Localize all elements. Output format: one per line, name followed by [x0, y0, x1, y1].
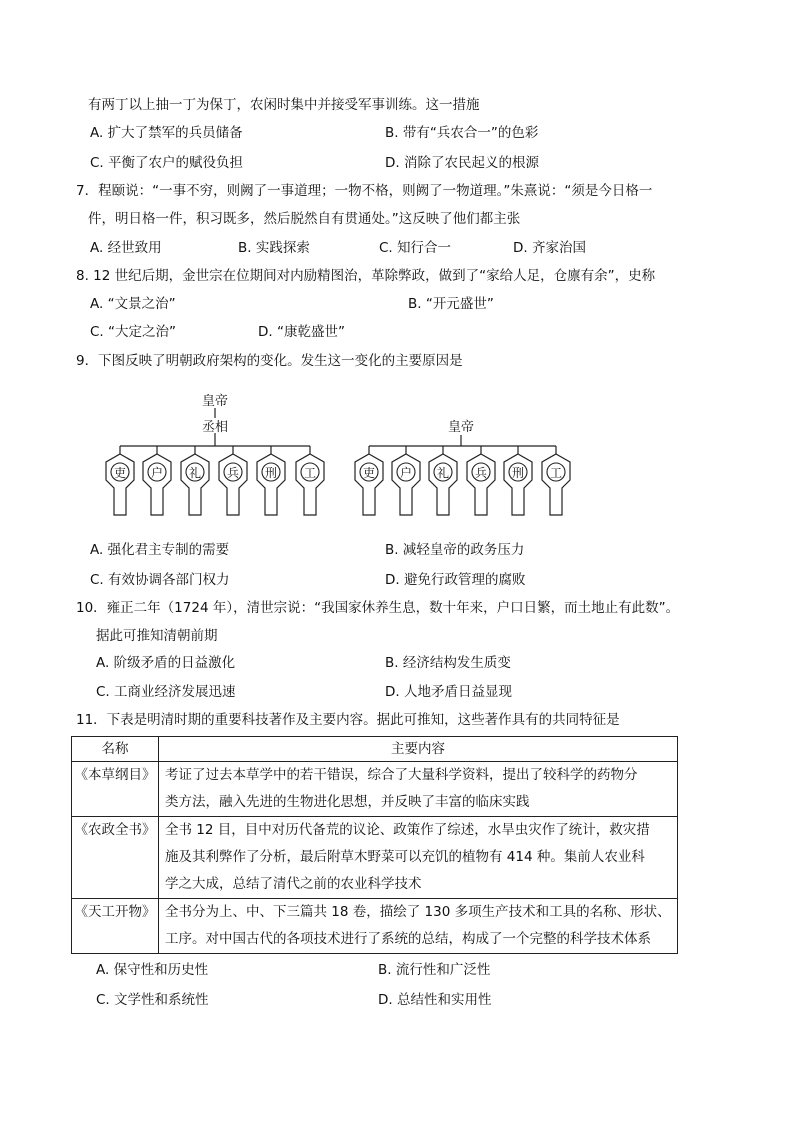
- left-ministry-revenue: 户: [150, 466, 164, 480]
- right-ministry-rites: 礼: [436, 466, 450, 480]
- q8-option-a[interactable]: A. “文景之治”: [90, 296, 176, 312]
- content-line: 施及其利弊作了分析，最后附草木野菜可以充饥的植物有 414 种。集前人农业科: [165, 849, 645, 865]
- row-name-tiangong: 《天工开物》: [72, 899, 159, 954]
- q10-stem-line1: 10．雍正二年（1724 年），清世宗说：“我国家休养生息，数十年来，户口日繁，而土地止有此数”。: [76, 600, 680, 616]
- q8-option-b[interactable]: B. “开元盛世”: [408, 296, 494, 312]
- q10-option-d[interactable]: D. 人地矛盾日益显现: [385, 684, 512, 700]
- header-name: 名称: [72, 737, 159, 762]
- row-name-nongzheng: 《农政全书》: [72, 817, 159, 899]
- table-row: [72, 817, 678, 899]
- q6-option-a[interactable]: A. 扩大了禁军的兵员储备: [90, 125, 243, 141]
- q10-stem-line2: 据此可推知清朝前期: [96, 628, 218, 644]
- header-content: 主要内容: [159, 737, 678, 762]
- right-ministry-war: 兵: [474, 466, 488, 480]
- q8-option-d[interactable]: D. “康乾盛世”: [258, 324, 345, 340]
- row-content-tiangong: [159, 899, 678, 954]
- left-ministry-personnel: 吏: [113, 466, 127, 480]
- left-ministry-war: 兵: [226, 466, 240, 480]
- q11-stem: 11．下表是明清时期的重要科技著作及主要内容。据此可推知，这些著作具有的共同特征是: [76, 712, 620, 728]
- government-structure-diagram: [0, 390, 793, 540]
- q6-option-d[interactable]: D. 消除了农民起义的根源: [385, 155, 539, 171]
- content-line: 全书分为上、中、下三篇共 18 卷，描绘了 130 多项生产技术和工具的名称、形状、: [165, 904, 671, 920]
- q7-stem-line1: 7．程颐说：“一事不穷，则阙了一事道理；一物不格，则阙了一物道理。”朱熹说：“须是今日格一: [76, 183, 653, 199]
- q6-stem: 有两丁以上抽一丁为保丁，农闲时集中并接受军事训练。这一措施: [88, 97, 480, 113]
- q7-stem-line2: 件，明日格一件，积习既多，然后脱然自有贯通处。”这反映了他们都主张: [88, 211, 521, 227]
- table-row: [72, 899, 678, 954]
- q9-option-a[interactable]: A. 强化君主专制的需要: [90, 542, 230, 558]
- q10-option-a[interactable]: A. 阶级矛盾的日益激化: [96, 655, 236, 671]
- q9-stem: 9．下图反映了明朝政府架构的变化。发生这一变化的主要原因是: [76, 353, 463, 369]
- content-line: 类方法，融入先进的生物进化思想，并反映了丰富的临床实践: [165, 794, 530, 810]
- q11-option-b[interactable]: B. 流行性和广泛性: [378, 962, 491, 978]
- q10-option-c[interactable]: C. 工商业经济发展迅速: [96, 684, 236, 700]
- right-ministry-works: 工: [549, 466, 563, 480]
- content-line: 全书 12 目，目中对历代备荒的议论、政策作了综述，水旱虫灾作了统计，救灾措: [165, 822, 650, 838]
- left-emperor-label: 皇帝: [201, 394, 229, 409]
- q7-option-c[interactable]: C. 知行合一: [379, 240, 452, 256]
- after-diagram: [369, 435, 556, 454]
- q10-option-b[interactable]: B. 经济结构发生质变: [385, 655, 511, 671]
- right-ministry-revenue: 户: [399, 466, 413, 480]
- left-ministry-justice: 刑: [264, 466, 278, 480]
- right-ministry-justice: 刑: [511, 466, 525, 480]
- row-name-bencao: 《本草纲目》: [72, 762, 159, 817]
- q11-option-d[interactable]: D. 总结性和实用性: [378, 992, 492, 1008]
- row-content-bencao: [159, 762, 678, 817]
- content-line: 工序。对中国古代的各项技术进行了系统的总结，构成了一个完整的科学技术体系: [165, 931, 651, 947]
- right-ministries: [355, 454, 570, 515]
- q6-option-b[interactable]: B. 带有“兵农合一”的色彩: [385, 125, 539, 141]
- right-ministry-personnel: 吏: [362, 466, 376, 480]
- q11-option-c[interactable]: C. 文学性和系统性: [96, 992, 209, 1008]
- ministry-lanterns-left: [106, 454, 324, 515]
- q7-option-b[interactable]: B. 实践探索: [238, 240, 310, 256]
- table-header-row: [72, 737, 678, 762]
- q9-option-d[interactable]: D. 避免行政管理的腐败: [385, 572, 526, 588]
- left-chancellor-label: 丞相: [201, 420, 229, 435]
- ministry-lanterns-right: [355, 454, 570, 515]
- left-ministry-works: 工: [303, 466, 317, 480]
- q7-option-d[interactable]: D. 齐家治国: [513, 240, 586, 256]
- right-emperor-label: 皇帝: [447, 420, 475, 435]
- content-line: 考证了过去本草学中的若干错误，综合了大量科学资料，提出了较科学的药物分: [165, 767, 638, 783]
- q9-option-b[interactable]: B. 减轻皇帝的政务压力: [385, 542, 525, 558]
- content-line: 学之大成，总结了清代之前的农业科学技术: [165, 876, 422, 892]
- table-row: [72, 762, 678, 817]
- science-works-table: [71, 736, 678, 954]
- q8-option-c[interactable]: C. “大定之治”: [90, 324, 176, 340]
- q7-option-a[interactable]: A. 经世致用: [90, 240, 162, 256]
- q9-option-c[interactable]: C. 有效协调各部门权力: [90, 572, 230, 588]
- q6-option-c[interactable]: C. 平衡了农户的赋役负担: [90, 155, 244, 171]
- q11-option-a[interactable]: A. 保守性和历史性: [96, 962, 209, 978]
- row-content-nongzheng: [159, 817, 678, 899]
- left-ministries: [106, 454, 324, 515]
- q8-stem: 8. 12 世纪后期，金世宗在位期间对内励精图治，革除弊政，做到了“家给人足，仓廪有余”，史称: [76, 268, 656, 284]
- left-ministry-rites: 礼: [188, 466, 202, 480]
